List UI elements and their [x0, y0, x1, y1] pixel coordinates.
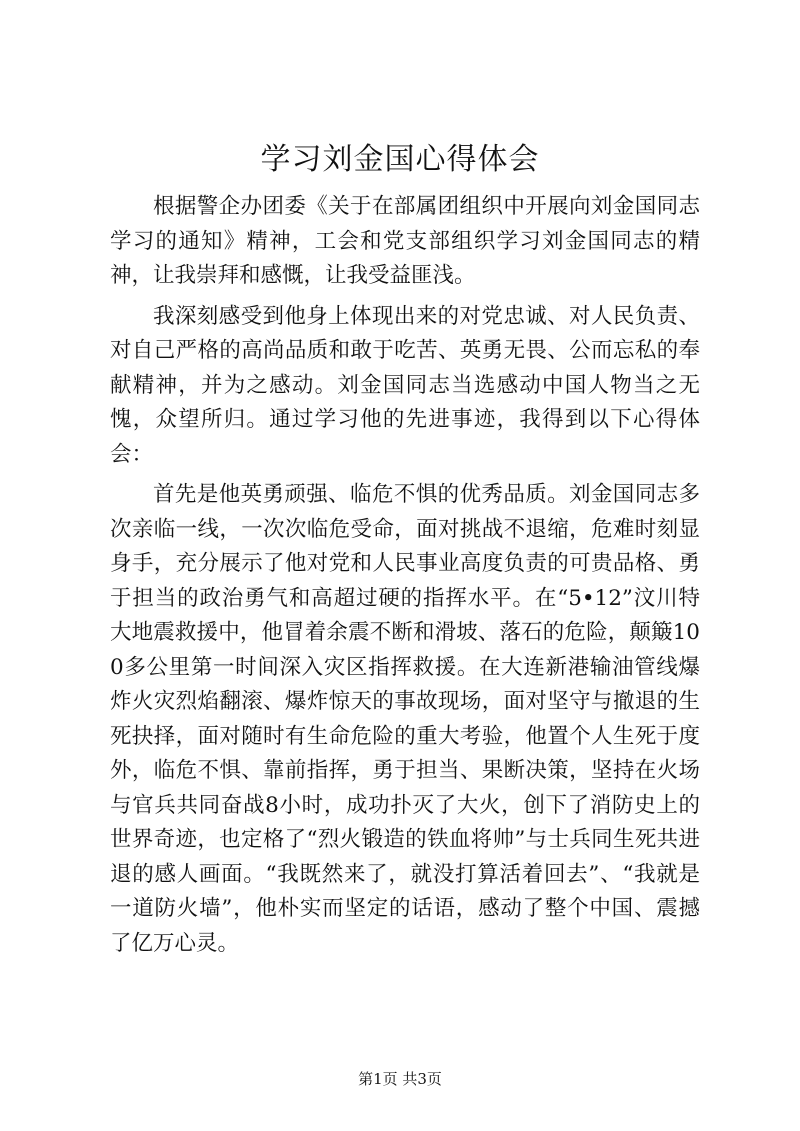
paragraph-intro: 根据警企办团委《关于在部属团组织中开展向刘金国同志学习的通知》精神，工会和党支部组织学习刘金国同志的精神，让我崇拜和感慨，让我受益匪浅。 — [110, 194, 700, 288]
paragraph-qualities: 首先是他英勇顽强、临危不惧的优秀品质。刘金国同志多次亲临一线，一次次临危受命，面对挑战不退缩，危难时刻显身手，充分展示了他对党和人民事业高度负责的可贵品格、勇于担当的政治勇气和高超过硬的指挥水平。在“5•12”汶川特大地震救援中，他冒着余震不断和滑坡、落石的危险，颠簸100多公里第一时间深入灾区指挥救援。在大连新港输油管线爆炸火灾烈焰翻滚、爆炸惊天的事故现场，面对坚守与撤退的生死抉择，面对随时有生命危险的重大考验，他置个人生死于度外，临危不惧、靠前指挥，勇于担当、果断决策，坚持在火场与官兵共同奋战8小时，成功扑灭了大火，创下了消防史上的世界奇迹，也定格了“烈火锻造的铁血将帅”与士兵同生死共进退的感人画面。“我既然来了，就没打算活着回去”、“我就是一道防火墙”，他朴实而坚定的话语，感动了整个中国、震撼了亿万心灵。 — [110, 482, 700, 956]
document-body — [110, 190, 700, 967]
paragraph-feelings: 我深刻感受到他身上体现出来的对党忠诚、对人民负责、对自己严格的高尚品质和敢于吃苦、英勇无畏、公而忘私的奉献精神，并为之感动。刘金国同志当选感动中国人物当之无愧，众望所归。通过学习他的先进事迹，我得到以下心得体会： — [110, 303, 700, 467]
document-title: 学习刘金国心得体会 — [260, 142, 540, 177]
page-footer: 第1页 共3页 — [358, 1070, 442, 1088]
